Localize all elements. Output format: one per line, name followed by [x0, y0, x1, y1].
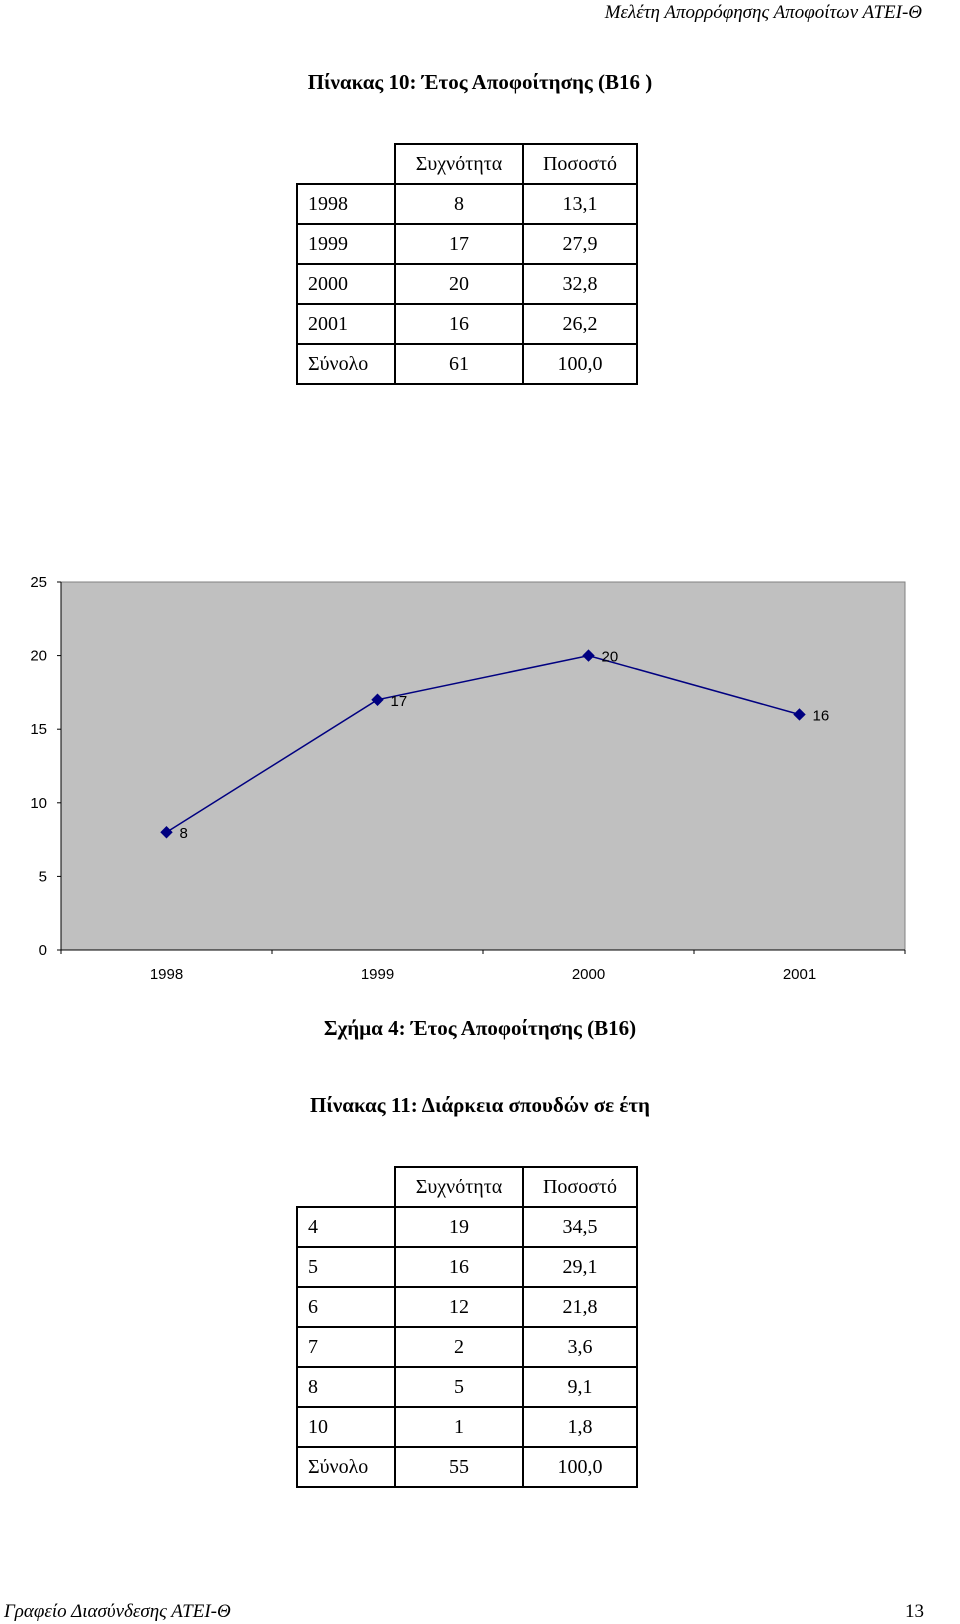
header-cell-percent: Ποσοστό: [523, 144, 637, 184]
row-percent: 27,9: [523, 224, 637, 264]
row-label: 1999: [297, 224, 395, 264]
row-percent: 21,8: [523, 1287, 637, 1327]
table-header-row: [297, 144, 637, 184]
row-frequency: 5: [395, 1367, 523, 1407]
table-11-caption: Πίνακας 11: Διάρκεια σπουδών σε έτη: [310, 1093, 650, 1117]
data-label: 17: [390, 692, 408, 710]
row-frequency: 61: [395, 344, 523, 384]
x-tick-label: 1999: [360, 966, 395, 983]
table-row: [297, 1367, 637, 1407]
y-tick-label: 20: [30, 647, 47, 665]
plot-area: [61, 582, 905, 950]
table-row: [297, 304, 637, 344]
header-cell-frequency: Συχνότητα: [395, 144, 523, 184]
x-tick-label: 2001: [782, 966, 817, 983]
row-frequency: 16: [395, 304, 523, 344]
row-label: 4: [297, 1207, 395, 1247]
header-cell-empty: [297, 144, 395, 184]
x-tick-label: 1998: [149, 966, 184, 983]
row-frequency: 8: [395, 184, 523, 224]
row-label: 2000: [297, 264, 395, 304]
row-frequency: 16: [395, 1247, 523, 1287]
header-cell-frequency: Συχνότητα: [395, 1167, 523, 1207]
row-label: 2001: [297, 304, 395, 344]
graduation-year-line-chart: [0, 560, 960, 1000]
row-frequency: 20: [395, 264, 523, 304]
row-percent: 26,2: [523, 304, 637, 344]
table-row: [297, 184, 637, 224]
table-total-row: [297, 1447, 637, 1487]
row-frequency: 2: [395, 1327, 523, 1367]
row-label: Σύνολο: [297, 1447, 395, 1487]
figure-4-caption: Σχήμα 4: Έτος Αποφοίτησης (Β16): [323, 1016, 637, 1040]
table-row: [297, 1327, 637, 1367]
row-percent: 34,5: [523, 1207, 637, 1247]
row-label: 8: [297, 1367, 395, 1407]
row-percent: 9,1: [523, 1367, 637, 1407]
row-label: 5: [297, 1247, 395, 1287]
table-row: [297, 1247, 637, 1287]
data-label: 16: [812, 707, 830, 725]
y-tick-label: 5: [38, 868, 47, 886]
row-frequency: 17: [395, 224, 523, 264]
y-tick-label: 15: [30, 721, 47, 739]
table-total-row: [297, 344, 637, 384]
row-percent: 100,0: [523, 1447, 637, 1487]
y-tick-label: 0: [38, 942, 47, 959]
row-label: Σύνολο: [297, 344, 395, 384]
page-number: 13: [905, 1601, 924, 1622]
row-percent: 100,0: [523, 344, 637, 384]
row-frequency: 1: [395, 1407, 523, 1447]
row-percent: 1,8: [523, 1407, 637, 1447]
header-cell-empty: [297, 1167, 395, 1207]
data-label: 20: [601, 648, 619, 666]
row-percent: 13,1: [523, 184, 637, 224]
row-percent: 3,6: [523, 1327, 637, 1367]
data-label: 8: [179, 825, 188, 843]
footer-office: Γραφείο Διασύνδεσης ΑΤΕΙ-Θ: [4, 1601, 231, 1622]
header-cell-percent: Ποσοστό: [523, 1167, 637, 1207]
running-header: Μελέτη Απορρόφησης Αποφοίτων ΑΤΕΙ-Θ: [604, 2, 922, 23]
row-label: 1998: [297, 184, 395, 224]
row-frequency: 55: [395, 1447, 523, 1487]
row-percent: 29,1: [523, 1247, 637, 1287]
table-row: [297, 264, 637, 304]
row-label: 7: [297, 1327, 395, 1367]
table-row: [297, 1207, 637, 1247]
row-label: 6: [297, 1287, 395, 1327]
y-tick-label: 25: [30, 574, 47, 591]
y-tick-label: 10: [30, 794, 47, 812]
table-row: [297, 1407, 637, 1447]
table-10: [296, 143, 638, 385]
table-header-row: [297, 1167, 637, 1207]
table-10-caption: Πίνακας 10: Έτος Αποφοίτησης (Β16 ): [307, 70, 653, 94]
table-11: [296, 1166, 638, 1488]
x-tick-label: 2000: [571, 966, 606, 983]
row-frequency: 19: [395, 1207, 523, 1247]
table-row: [297, 224, 637, 264]
row-label: 10: [297, 1407, 395, 1447]
table-row: [297, 1287, 637, 1327]
row-percent: 32,8: [523, 264, 637, 304]
row-frequency: 12: [395, 1287, 523, 1327]
